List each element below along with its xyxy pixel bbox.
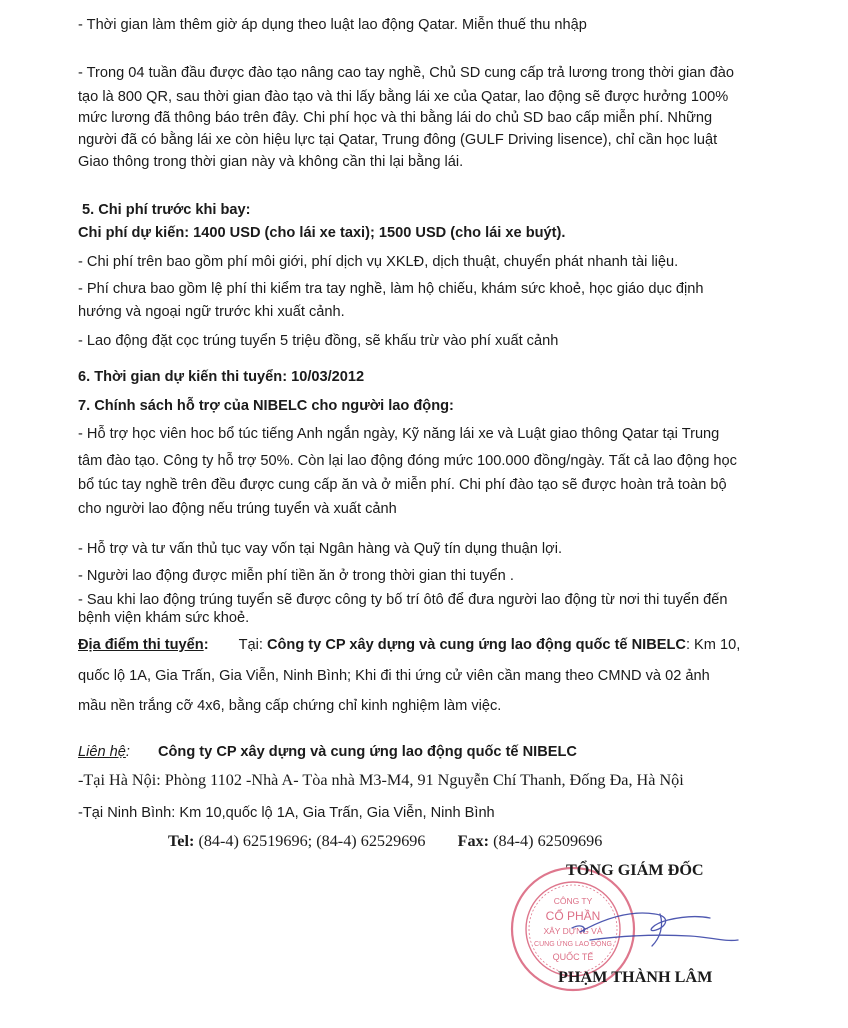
section-5-bullet-3: - Lao động đặt cọc trúng tuyển 5 triệu đồng, sẽ khấu trừ vào phí xuất cảnh xyxy=(78,333,559,349)
section-5-estimate: Chi phí dự kiến: 1400 USD (cho lái xe taxi); 1500 USD (cho lái xe buýt). xyxy=(78,225,566,241)
stamp-line: CÔNG TY xyxy=(553,896,593,906)
venue-address: : Km 10, xyxy=(685,637,741,653)
section-7-bullet-4-line-2: bệnh viện khám sức khoẻ. xyxy=(78,610,250,626)
section-6-heading: 6. Thời gian dự kiến thi tuyển: 10/03/2012 xyxy=(78,369,365,385)
venue-line-3: mầu nền trắng cỡ 4x6, bằng cấp chứng chỉ kinh nghiệm làm việc. xyxy=(78,698,502,714)
venue-prefix: Tại: xyxy=(238,637,267,653)
tel-label: Tel: xyxy=(168,832,195,850)
section-5-heading: 5. Chi phí trước khi bay: xyxy=(82,202,251,218)
signature-name: PHẠM THÀNH LÂM xyxy=(558,968,713,986)
fax-label: Fax: xyxy=(457,832,490,850)
contact-company: Công ty CP xây dựng và cung ứng lao động quốc tế NIBELC xyxy=(157,744,577,760)
paragraph-training-line-5: Giao thông trong thời gian này và không cần thi lại bằng lái. xyxy=(78,154,464,170)
contact-hanoi: -Tại Hà Nội: Phòng 1102 -Nhà A- Tòa nhà M3-M4, 91 Nguyễn Chí Thanh, Đống Đa, Hà Nội xyxy=(78,771,684,789)
stamp-line: CỔ PHẦN xyxy=(545,909,601,923)
section-5-bullet-2-line-2: hướng và ngoại ngữ trước khi xuất cảnh. xyxy=(78,304,345,320)
paragraph-overtime: - Thời gian làm thêm giờ áp dụng theo luật lao động Qatar. Miễn thuế thu nhập xyxy=(78,17,587,33)
paragraph-training-line-3: mức lương đã thông báo trên đây. Chi phí học và thi bằng lái do chủ SD bao cấp miễn phí. Những xyxy=(78,110,713,126)
paragraph-training-line-4: người đã có bằng lái xe còn hiệu lực tại Qatar, Trung đông (GULF Driving lisence), chỉ cần học luật xyxy=(78,132,718,148)
venue-line-1 xyxy=(78,636,740,654)
signature-title: TỔNG GIÁM ĐỐC xyxy=(566,861,704,879)
contact-phone-line xyxy=(168,832,602,850)
contact-ninhbinh: -Tại Ninh Bình: Km 10,quốc lộ 1A, Gia Trấn, Gia Viễn, Ninh Bình xyxy=(78,805,495,821)
venue-company: Công ty CP xây dựng và cung ứng lao động quốc tế NIBELC xyxy=(266,637,686,653)
paragraph-training-line-1: - Trong 04 tuần đầu được đào tạo nâng cao tay nghề, Chủ SD cung cấp trả lương trong thời gian đào xyxy=(78,65,734,81)
section-7-bullet-2: - Hỗ trợ và tư vấn thủ tục vay vốn tại Ngân hàng và Quỹ tín dụng thuận lợi. xyxy=(78,541,563,557)
section-7-bullet-3: - Người lao động được miễn phí tiền ăn ở trong thời gian thi tuyển . xyxy=(78,568,514,584)
stamp-line: CUNG ỨNG LAO ĐỘNG xyxy=(534,941,612,948)
fax-value: (84-4) 62509696 xyxy=(493,832,603,850)
venue-colon: : xyxy=(203,637,209,653)
section-7-bullet-4-line-1: - Sau khi lao động trúng tuyển sẽ được công ty bố trí ôtô để đưa người lao động từ nơi thi tuyển đến xyxy=(78,592,728,608)
tel-value: (84-4) 62519696; (84-4) 62529696 xyxy=(198,832,426,850)
paragraph-training-line-2: tạo là 800 QR, sau thời gian đào tạo và thi lấy bằng lái xe của Qatar, lao động sẽ được hưởng 100% xyxy=(78,89,729,105)
contact-label: Liên hệ xyxy=(78,744,126,760)
section-5-bullet-1: - Chi phí trên bao gồm phí môi giới, phí dịch vụ XKLĐ, dịch thuật, chuyển phát nhanh tài liệu. xyxy=(78,254,679,270)
venue-line-2: quốc lộ 1A, Gia Trấn, Gia Viễn, Ninh Bình; Khi đi thi ứng cử viên cần mang theo CMND và 02 ảnh xyxy=(78,668,710,684)
stamp-line: XÂY DỰNG VÀ xyxy=(543,926,603,936)
section-7-bullet-1-line-3: bổ túc tay nghề trên đều được cung cấp ăn và ở miễn phí. Chi phí đào tạo sẽ được hoàn trả toàn bộ xyxy=(78,477,727,493)
stamp-line: QUỐC TẾ xyxy=(552,952,594,962)
venue-label: Địa điểm thi tuyển xyxy=(78,637,204,653)
contact-colon: : xyxy=(125,744,130,760)
handwritten-signature xyxy=(560,880,750,970)
section-7-heading: 7. Chính sách hỗ trợ của NIBELC cho người lao động: xyxy=(78,398,454,414)
section-7-bullet-1-line-4: cho người lao động nếu trúng tuyển và xuất cảnh xyxy=(78,501,397,517)
contact-line xyxy=(78,743,577,761)
section-7-bullet-1-line-2: tâm đào tạo. Công ty hỗ trợ 50%. Còn lại lao động đóng mức 100.000 đồng/ngày. Tất cả lao động học xyxy=(78,453,737,469)
section-5-bullet-2-line-1: - Phí chưa bao gồm lệ phí thi kiểm tra tay nghề, làm hộ chiếu, khám sức khoẻ, học giáo dục định xyxy=(78,281,704,297)
section-7-bullet-1-line-1: - Hỗ trợ học viên hoc bổ túc tiếng Anh ngắn ngày, Kỹ năng lái xe và Luật giao thông Qatar tại Trung xyxy=(78,426,720,442)
